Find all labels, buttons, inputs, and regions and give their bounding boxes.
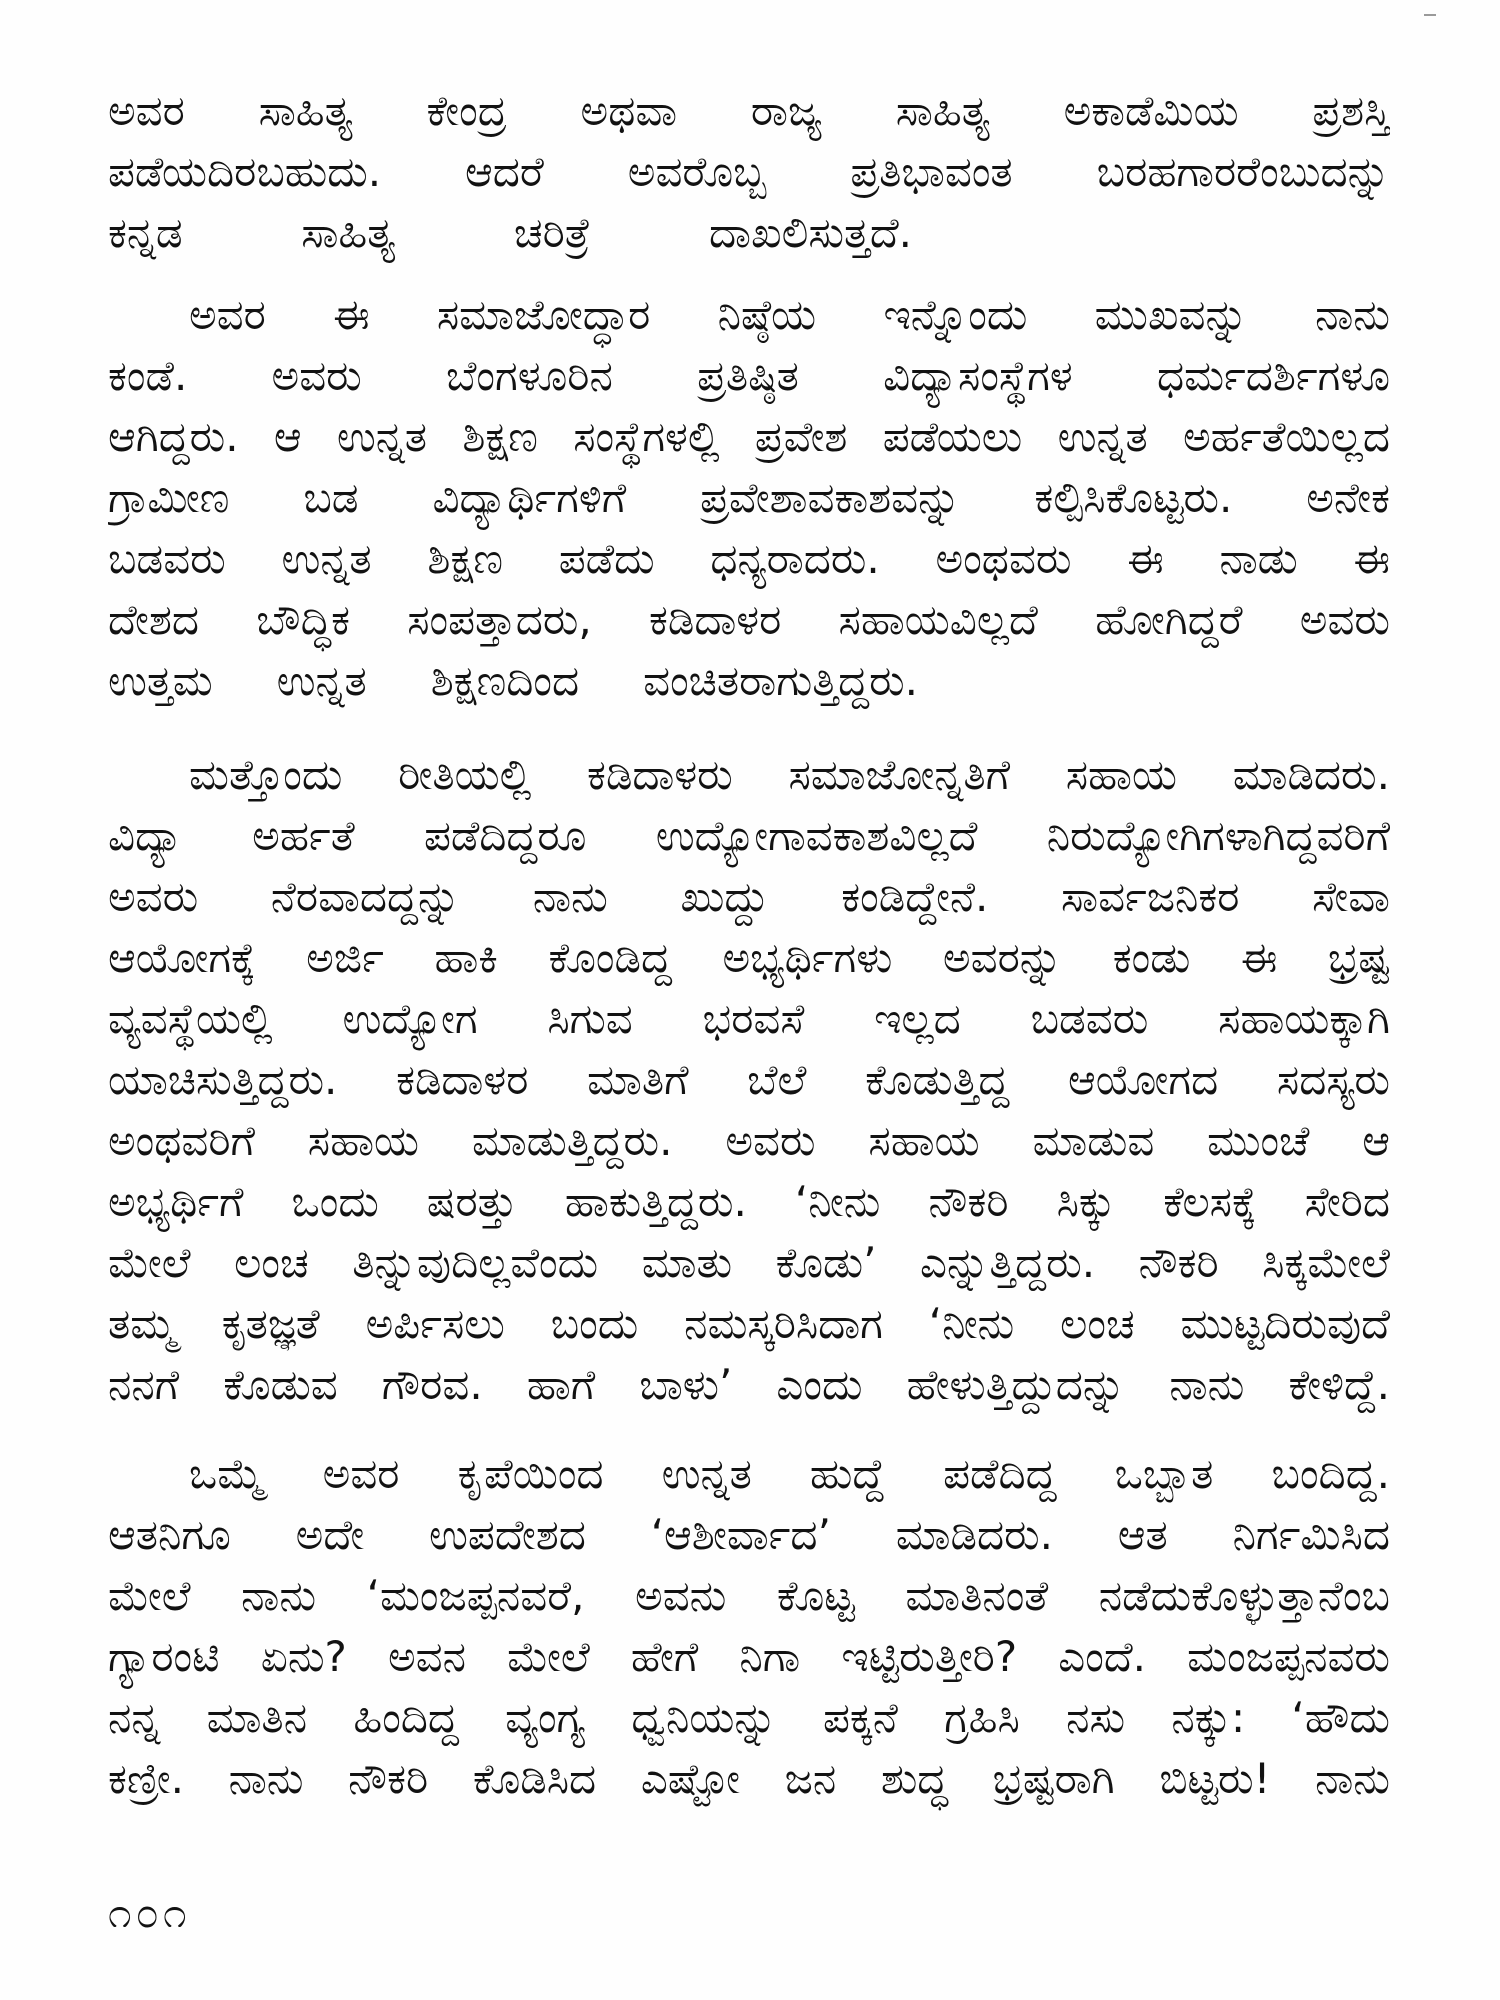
text-line: ಅಭ್ಯರ್ಥಿಗೆ ಒಂದು ಷರತ್ತು ಹಾಕುತ್ತಿದ್ದರು. ‘ನೀನು ನೌಕರಿ ಸಿಕ್ಕು ಕೆಲಸಕ್ಕೆ ಸೇರಿದ: [108, 1177, 1390, 1226]
text-line: ನನ್ನ ಮಾತಿನ ಹಿಂದಿದ್ದ ವ್ಯಂಗ್ಯ ಧ್ವನಿಯನ್ನು ಪಕ್ಕನೆ ಗ್ರಹಿಸಿ ನಸು ನಕ್ಕು: ‘ಹೌದು: [108, 1693, 1390, 1742]
text-line: ವಿದ್ಯಾ ಅರ್ಹತೆ ಪಡೆದಿದ್ದರೂ ಉದ್ಯೋಗಾವಕಾಶವಿಲ್ಲದೆ ನಿರುದ್ಯೋಗಿಗಳಾಗಿದ್ದವರಿಗೆ: [108, 811, 1390, 860]
paragraph: [108, 1443, 1390, 1809]
text-line: ಅವರು ನೆರವಾದದ್ದನ್ನು ನಾನು ಖುದ್ದು ಕಂಡಿದ್ದೇನೆ. ಸಾರ್ವಜನಿಕರ ಸೇವಾ: [108, 872, 1390, 921]
text-line: ಕನ್ನಡ ಸಾಹಿತ್ಯ ಚರಿತ್ರೆ ದಾಖಲಿಸುತ್ತದೆ.: [108, 208, 912, 257]
text-line: ಆಯೋಗಕ್ಕೆ ಅರ್ಜಿ ಹಾಕಿ ಕೊಂಡಿದ್ದ ಅಭ್ಯರ್ಥಿಗಳು ಅವರನ್ನು ಕಂಡು ಈ ಭ್ರಷ್ಟ: [108, 933, 1390, 982]
page-number: ೧೦೧: [108, 1888, 191, 1937]
text-line: ಗ್ರಾಮೀಣ ಬಡ ವಿದ್ಯಾರ್ಥಿಗಳಿಗೆ ಪ್ರವೇಶಾವಕಾಶವನ್ನು ಕಲ್ಪಿಸಿಕೊಟ್ಟರು. ಅನೇಕ: [108, 473, 1390, 522]
text-line: ಅಂಥವರಿಗೆ ಸಹಾಯ ಮಾಡುತ್ತಿದ್ದರು. ಅವರು ಸಹಾಯ ಮಾಡುವ ಮುಂಚೆ ಆ: [108, 1116, 1390, 1165]
text-line: ಯಾಚಿಸುತ್ತಿದ್ದರು. ಕಡಿದಾಳರ ಮಾತಿಗೆ ಬೆಲೆ ಕೊಡುತ್ತಿದ್ದ ಆಯೋಗದ ಸದಸ್ಯರು: [108, 1055, 1390, 1104]
text-line: ಕಂಡೆ. ಅವರು ಬೆಂಗಳೂರಿನ ಪ್ರತಿಷ್ಠಿತ ವಿದ್ಯಾಸಂಸ್ಥೆಗಳ ಧರ್ಮದರ್ಶಿಗಳೂ: [108, 351, 1390, 400]
text-line: ಉತ್ತಮ ಉನ್ನತ ಶಿಕ್ಷಣದಿಂದ ವಂಚಿತರಾಗುತ್ತಿದ್ದರು.: [108, 656, 918, 705]
text-line: ಆತನಿಗೂ ಅದೇ ಉಪದೇಶದ ‘ಆಶೀರ್ವಾದ’ ಮಾಡಿದರು. ಆತ ನಿರ್ಗಮಿಸಿದ: [108, 1510, 1390, 1559]
text-line: ಮತ್ತೊಂದು ರೀತಿಯಲ್ಲಿ ಕಡಿದಾಳರು ಸಮಾಜೋನ್ನತಿಗೆ ಸಹಾಯ ಮಾಡಿದರು.: [189, 750, 1390, 799]
text-line: ಅವರ ಸಾಹಿತ್ಯ ಕೇಂದ್ರ ಅಥವಾ ರಾಜ್ಯ ಸಾಹಿತ್ಯ ಅಕಾಡೆಮಿಯ ಪ್ರಶಸ್ತಿ: [108, 86, 1390, 135]
text-line: ಬಡವರು ಉನ್ನತ ಶಿಕ್ಷಣ ಪಡೆದು ಧನ್ಯರಾದರು. ಅಂಥವರು ಈ ನಾಡು ಈ: [108, 534, 1390, 583]
text-line: ಕಣ್ರೀ. ನಾನು ನೌಕರಿ ಕೊಡಿಸಿದ ಎಷ್ಟೋ ಜನ ಶುದ್ಧ ಭ್ರಷ್ಟರಾಗಿ ಬಿಟ್ಟರು! ನಾನು: [108, 1754, 1390, 1803]
paragraph: [108, 744, 1390, 1415]
scan-artifact: [1424, 14, 1436, 16]
text-line: ತಮ್ಮ ಕೃತಜ್ಞತೆ ಅರ್ಪಿಸಲು ಬಂದು ನಮಸ್ಕರಿಸಿದಾಗ ‘ನೀನು ಲಂಚ ಮುಟ್ಟದಿರುವುದೆ: [108, 1299, 1390, 1348]
text-line: ಮೇಲೆ ಲಂಚ ತಿನ್ನುವುದಿಲ್ಲವೆಂದು ಮಾತು ಕೊಡು’ ಎನ್ನುತ್ತಿದ್ದರು. ನೌಕರಿ ಸಿಕ್ಕಮೇಲೆ: [108, 1238, 1390, 1287]
paragraph: [108, 80, 1390, 263]
text-line: ಆಗಿದ್ದರು. ಆ ಉನ್ನತ ಶಿಕ್ಷಣ ಸಂಸ್ಥೆಗಳಲ್ಲಿ ಪ್ರವೇಶ ಪಡೆಯಲು ಉನ್ನತ ಅರ್ಹತೆಯಿಲ್ಲದ: [108, 412, 1390, 461]
text-line: ವ್ಯವಸ್ಥೆಯಲ್ಲಿ ಉದ್ಯೋಗ ಸಿಗುವ ಭರವಸೆ ಇಲ್ಲದ ಬಡವರು ಸಹಾಯಕ್ಕಾಗಿ: [108, 994, 1390, 1043]
text-line: ದೇಶದ ಬೌದ್ಧಿಕ ಸಂಪತ್ತಾದರು, ಕಡಿದಾಳರ ಸಹಾಯವಿಲ್ಲದೆ ಹೋಗಿದ್ದರೆ ಅವರು: [108, 595, 1390, 644]
paragraph: [108, 284, 1390, 711]
text-line: ಒಮ್ಮೆ ಅವರ ಕೃಪೆಯಿಂದ ಉನ್ನತ ಹುದ್ದೆ ಪಡೆದಿದ್ದ ಒಬ್ಬಾತ ಬಂದಿದ್ದ.: [189, 1449, 1390, 1498]
text-line: ಮೇಲೆ ನಾನು ‘ಮಂಜಪ್ಪನವರೆ, ಅವನು ಕೊಟ್ಟ ಮಾತಿನಂತೆ ನಡೆದುಕೊಳ್ಳುತ್ತಾನೆಂಬ: [108, 1571, 1390, 1620]
text-line: ಅವರ ಈ ಸಮಾಜೋದ್ಧಾರ ನಿಷ್ಠೆಯ ಇನ್ನೊಂದು ಮುಖವನ್ನು ನಾನು: [189, 290, 1390, 339]
text-line: ಪಡೆಯದಿರಬಹುದು. ಆದರೆ ಅವರೊಬ್ಬ ಪ್ರತಿಭಾವಂತ ಬರಹಗಾರರೆಂಬುದನ್ನು: [108, 147, 1390, 196]
text-line: ಗ್ಯಾರಂಟಿ ಏನು? ಅವನ ಮೇಲೆ ಹೇಗೆ ನಿಗಾ ಇಟ್ಟಿರುತ್ತೀರಿ? ಎಂದೆ. ಮಂಜಪ್ಪನವರು: [108, 1632, 1390, 1681]
text-line: ನನಗೆ ಕೊಡುವ ಗೌರವ. ಹಾಗೆ ಬಾಳು’ ಎಂದು ಹೇಳುತ್ತಿದ್ದುದನ್ನು ನಾನು ಕೇಳಿದ್ದೆ.: [108, 1360, 1390, 1409]
